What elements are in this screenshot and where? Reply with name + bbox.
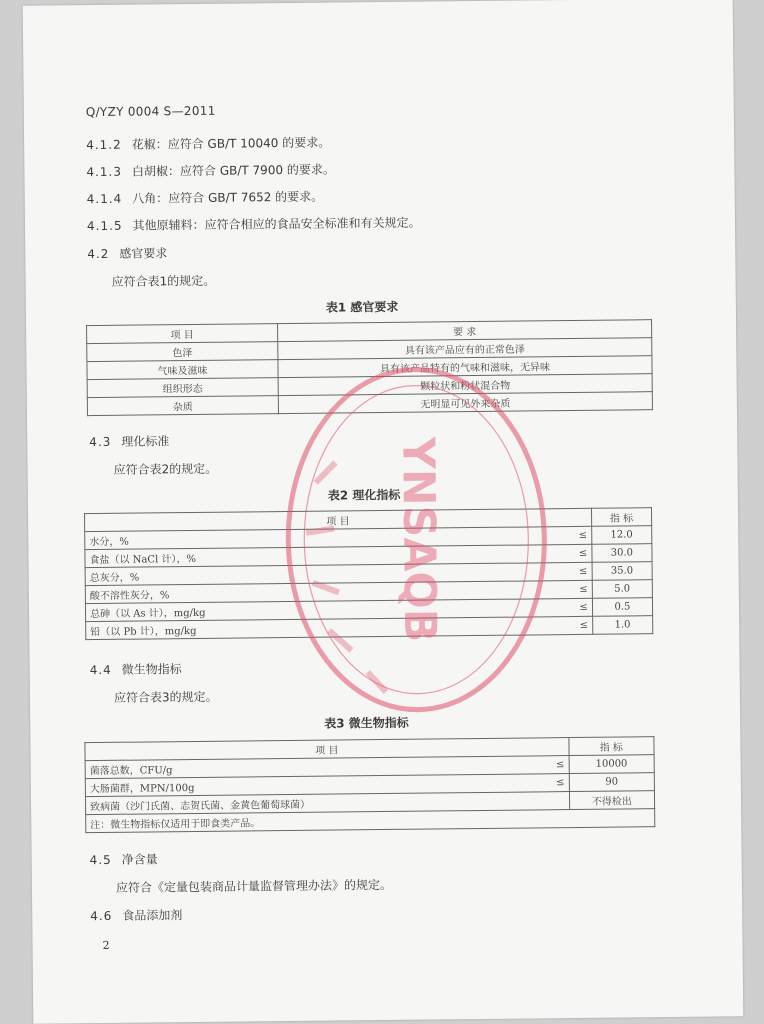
clause-text: 八角：应符合 GB/T 7652 的要求。 bbox=[132, 189, 324, 206]
section-title: 感官要求 bbox=[119, 246, 168, 261]
table3-note: 注：微生物指标仅适用于即食类产品。 bbox=[86, 809, 655, 833]
clause-4-1-4 bbox=[87, 188, 324, 207]
table-cell: 无明显可见外来杂质 bbox=[278, 392, 652, 414]
table-cell: 35.0 bbox=[592, 562, 652, 581]
table1-head-req: 要 求 bbox=[278, 320, 652, 342]
table1-caption: 表1 感官要求 bbox=[325, 299, 399, 315]
clause-text: 花椒：应符合 GB/T 10040 的要求。 bbox=[131, 135, 331, 152]
table-cell: ≤ bbox=[566, 598, 593, 616]
table3-head-item: 项 目 bbox=[85, 738, 569, 761]
document-page bbox=[23, 0, 744, 1024]
table-cell: ≤ bbox=[542, 774, 569, 792]
table-cell: ≤ bbox=[565, 544, 592, 562]
section-4-3-heading bbox=[89, 432, 169, 450]
section-4-5-heading bbox=[90, 850, 158, 868]
table-cell: 90 bbox=[569, 773, 655, 792]
table-cell: 不得检出 bbox=[569, 791, 655, 810]
section-title: 净含量 bbox=[121, 852, 158, 867]
table-cell: 5.0 bbox=[592, 580, 652, 599]
table-cell: ≤ bbox=[565, 526, 592, 544]
clause-number: 4.1.3 bbox=[86, 164, 123, 180]
clause-number: 4.1.5 bbox=[86, 218, 123, 234]
table-cell: 组织形态 bbox=[87, 378, 278, 398]
table-cell: 具有该产品应有的正常色泽 bbox=[278, 338, 652, 360]
table-cell: 色泽 bbox=[87, 342, 278, 362]
table3-head-index: 指 标 bbox=[569, 737, 655, 756]
table-cell: ≤ bbox=[565, 580, 592, 598]
clause-4-1-3 bbox=[86, 160, 335, 180]
table-cell: ≤ bbox=[565, 562, 592, 580]
table2-head-index: 指 标 bbox=[591, 508, 651, 527]
table-cell: 具有该产品特有的气味和滋味，无异味 bbox=[278, 356, 652, 378]
clause-number: 4.1.2 bbox=[86, 137, 122, 153]
clause-number: 4.1.4 bbox=[86, 191, 123, 207]
table-cell: ≤ bbox=[566, 616, 593, 634]
table-cell bbox=[543, 792, 570, 810]
table-cell: 酸不溶性灰分，% bbox=[85, 581, 565, 604]
section-4-2-para: 应符合表1的规定。 bbox=[111, 273, 216, 289]
section-title: 微生物指标 bbox=[121, 662, 182, 677]
page-number: 2 bbox=[102, 938, 110, 952]
table-cell: ≤ bbox=[542, 756, 569, 774]
table3-caption: 表3 微生物指标 bbox=[324, 715, 409, 731]
stamp-text: YNSAQB bbox=[392, 436, 446, 643]
clause-text: 其他原辅料：应符合相应的食品安全标准和有关规定。 bbox=[132, 215, 421, 233]
section-title: 理化标准 bbox=[121, 434, 170, 449]
table-cell: 大肠菌群，MPN/100g bbox=[85, 774, 542, 797]
section-4-3-para: 应符合表2的规定。 bbox=[113, 461, 218, 477]
section-number: 4.2 bbox=[87, 246, 110, 262]
table-cell: 食盐（以 NaCl 计），% bbox=[85, 545, 565, 568]
clause-4-1-5 bbox=[87, 214, 421, 234]
clause-text: 白胡椒：应符合 GB/T 7900 的要求。 bbox=[131, 162, 335, 179]
section-number: 4.4 bbox=[89, 662, 112, 678]
table-cell: 致病菌（沙门氏菌、志贺氏菌、金黄色葡萄球菌） bbox=[85, 792, 542, 815]
standard-code: Q/YZY 0004 S—2011 bbox=[85, 103, 216, 120]
table3-microbiological bbox=[84, 736, 655, 833]
section-number: 4.5 bbox=[89, 852, 112, 868]
section-4-4-para: 应符合表3的规定。 bbox=[113, 689, 218, 705]
table-cell: 水分，% bbox=[85, 527, 565, 550]
section-4-2-heading bbox=[87, 244, 167, 262]
table-cell: 0.5 bbox=[592, 598, 652, 617]
table-cell: 30.0 bbox=[592, 544, 652, 563]
table2-head-item: 项 目 bbox=[85, 508, 592, 531]
table-cell: 总砷（以 As 计），mg/kg bbox=[85, 599, 565, 622]
table1-head-item: 项 目 bbox=[87, 324, 278, 344]
table-cell: 颗粒状和粉状混合物 bbox=[278, 374, 652, 396]
table-cell: 杂质 bbox=[87, 396, 278, 416]
table-cell: 总灰分，% bbox=[85, 563, 565, 586]
table1-sensory bbox=[86, 319, 653, 416]
table-cell: 菌落总数，CFU/g bbox=[85, 756, 542, 779]
section-4-6-heading bbox=[90, 906, 182, 924]
table-cell: 1.0 bbox=[592, 616, 652, 635]
table2-caption: 表2 理化指标 bbox=[327, 487, 401, 503]
table2-physicochemical bbox=[84, 507, 653, 640]
clause-4-1-2 bbox=[86, 134, 330, 154]
table-cell: 12.0 bbox=[591, 526, 651, 545]
section-number: 4.6 bbox=[90, 908, 113, 924]
section-4-5-para: 应符合《定量包装商品计量监督管理办法》的规定。 bbox=[115, 877, 393, 895]
table-cell: 气味及滋味 bbox=[87, 360, 278, 380]
section-4-4-heading bbox=[90, 660, 182, 678]
section-number: 4.3 bbox=[89, 434, 112, 450]
section-title: 食品添加剂 bbox=[122, 908, 183, 923]
table-cell: 10000 bbox=[569, 755, 655, 774]
table-cell: 铅（以 Pb 计），mg/kg bbox=[86, 617, 566, 640]
